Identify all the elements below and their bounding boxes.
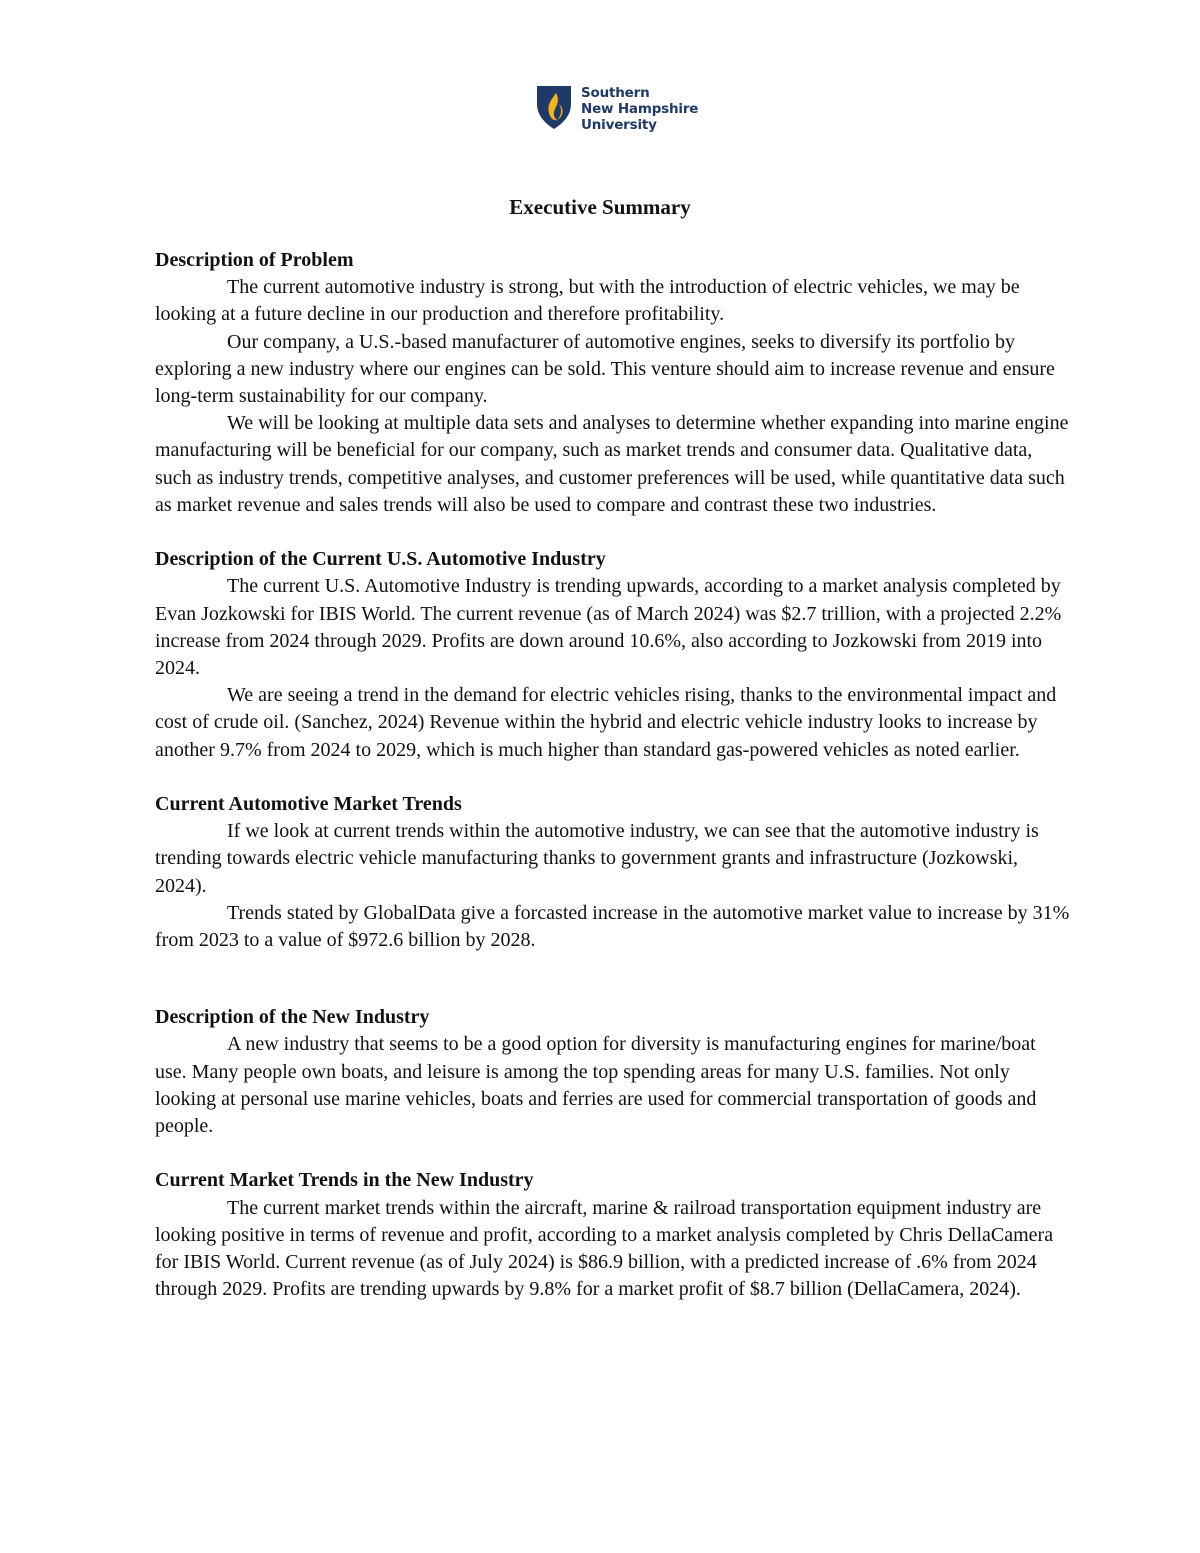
logo-line-3: University: [581, 117, 657, 133]
section-heading: Description of Problem: [155, 249, 354, 271]
section-heading: Current Automotive Market Trends: [155, 793, 462, 816]
section-market-trends-new-industry: [155, 1167, 1070, 1303]
section-heading: Description of the New Industry: [155, 1006, 430, 1029]
paragraph: We will be looking at multiple data sets and analyses to determine whether expanding into marine engine manufacturing will be beneficial for our company, such as market trends and consumer data. Qualitative data, such as industry trends, competitive analyses, and customer preferences will be used, while quantitative data such as market revenue and sales trends will also be used to compare and contrast these two industries.: [155, 412, 1069, 516]
paragraph-spacer: [155, 954, 1070, 1004]
section-current-automotive-market-trends: [155, 791, 1070, 954]
section-heading: Description of the Current U.S. Automotive Industry: [155, 548, 606, 571]
paragraph: We are seeing a trend in the demand for electric vehicles rising, thanks to the environmental impact and cost of crude oil. (Sanchez, 2024) Revenue within the hybrid and electric vehicle industry looks to increase by another 9.7% from 2024 to 2029, which is much higher than standard gas-powered vehicles as noted earlier.: [155, 684, 1057, 761]
document-title: Executive Summary: [509, 195, 691, 219]
paragraph: If we look at current trends within the automotive industry, we can see that the automotive industry is trending towards electric vehicle manufacturing thanks to government grants and infrastructure (Jozkowski, 2024).: [155, 820, 1039, 897]
logo-line-2: New Hampshire: [581, 101, 699, 117]
paragraph: The current U.S. Automotive Industry is trending upwards, according to a market analysis completed by Evan Jozkowski for IBIS World. The current revenue (as of March 2024) was $2.7 trillion, with a projected 2.2% increase from 2024 through 2029. Profits are down around 10.6%, also according to Jozkowski from 2019 into 2024.: [155, 575, 1062, 680]
paragraph: The current market trends within the aircraft, marine & railroad transportation equipment industry are looking positive in terms of revenue and profit, according to a market analysis completed by Chris DellaCamera for IBIS World. Current revenue (as of July 2024) is $86.9 billion, with a predicted increase of .6% from 2024 through 2029. Profits are trending upwards by 9.8% for a market profit of $8.7 billion (DellaCamera, 2024).: [155, 1196, 1054, 1301]
paragraph: The current automotive industry is strong, but with the introduction of electric vehicles, we may be looking at a future decline in our production and therefore profitability.: [155, 276, 1020, 326]
paragraph-spacer: [155, 1140, 1070, 1167]
document-body: [155, 247, 1070, 1303]
paragraph: Trends stated by GlobalData give a forcasted increase in the automotive market value to increase by 31% from 2023 to a value of $972.6 billion by 2028.: [155, 901, 1070, 952]
section-current-us-automotive-industry: [155, 546, 1070, 764]
section-description-of-new-industry: [155, 1004, 1070, 1140]
university-logo: [535, 84, 705, 134]
section-description-of-problem: [155, 247, 1070, 519]
shield-flame-icon: [535, 84, 573, 130]
paragraph-spacer: [155, 519, 1070, 546]
logo-line-1: Southern: [581, 85, 650, 101]
paragraph: Our company, a U.S.-based manufacturer of automotive engines, seeks to diversify its portfolio by exploring a new industry where our engines can be sold. This venture should aim to increase revenue and ensure long-term sustainability for our company.: [155, 330, 1055, 408]
logo-wordmark: [581, 85, 698, 133]
paragraph: A new industry that seems to be a good option for diversity is manufacturing engines for marine/boat use. Many people own boats, and leisure is among the top spending areas for many U.S. families. Not only looking at personal use marine vehicles, boats and ferries are used for commercial transportation of goods and people.: [155, 1033, 1037, 1138]
paragraph-spacer: [155, 764, 1070, 791]
section-heading: Current Market Trends in the New Industry: [155, 1169, 534, 1192]
